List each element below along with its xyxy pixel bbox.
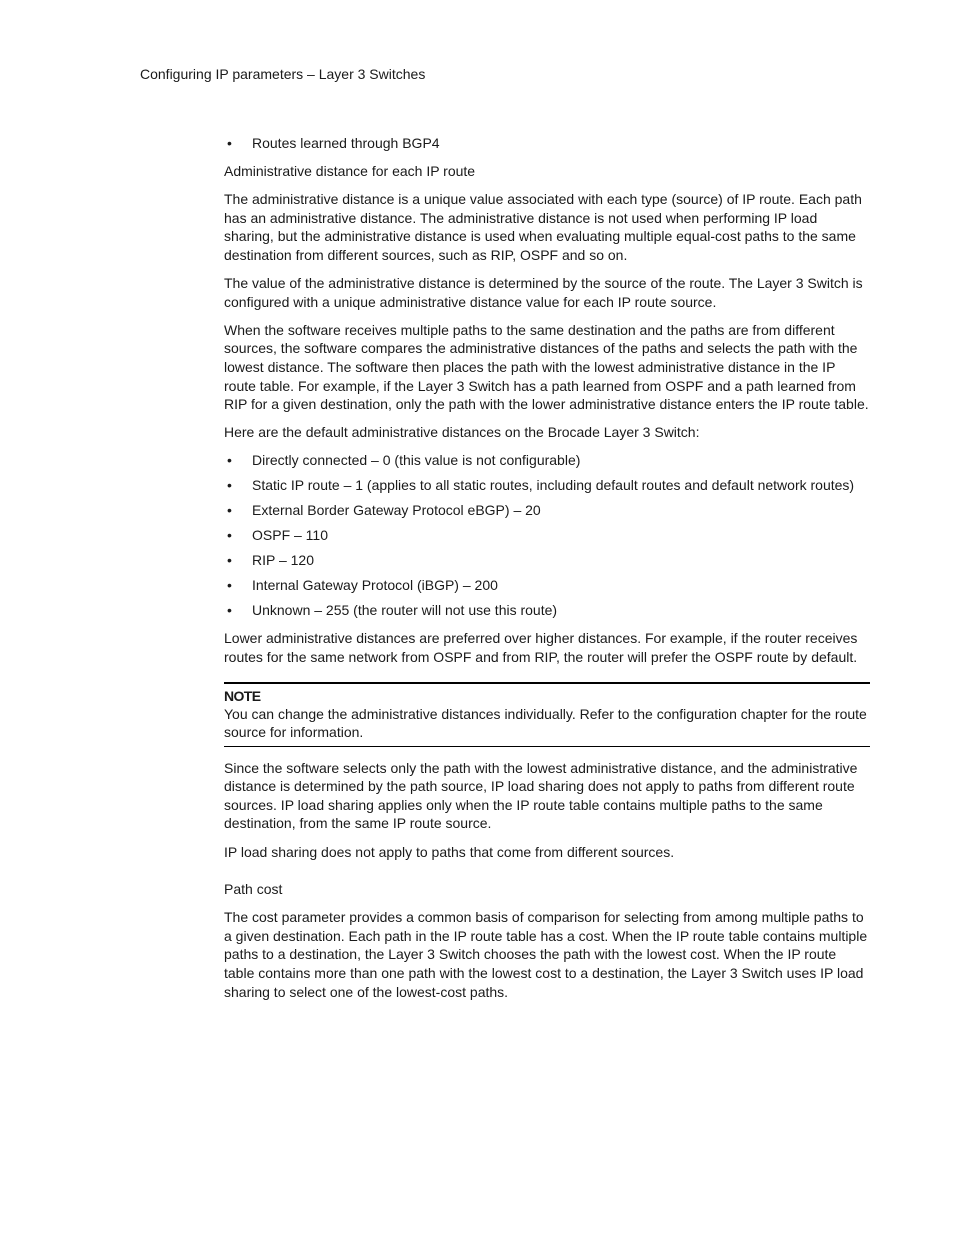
running-header: Configuring IP parameters – Layer 3 Switches [140, 66, 426, 82]
page-body [224, 134, 870, 1011]
bullet-icon: • [227, 502, 232, 519]
paragraph: The value of the administrative distance is determined by the source of the route. The Layer 3 Switch is configured with a unique administrative distance value for each IP route source. [224, 275, 863, 310]
note-title: NOTE [224, 687, 261, 704]
paragraph: When the software receives multiple paths to the same destination and the paths are from different sources, the software compares the administrative distances of the paths and selects the path with the lowest distance. The software then places the path with the lowest administrative distance in the IP route table. For example, if the Layer 3 Switch has a path learned from OSPF and a path learned from RIP for a given destination, only the path with the lower administrative distance enters the IP route table. [224, 321, 869, 413]
section-heading-path-cost: Path cost [224, 881, 283, 898]
paragraph: The cost parameter provides a common basis of comparison for selecting from among multiple paths to a given destination. Each path in the IP route table has a cost. When the IP route table contains multiple paths to a destination, the Layer 3 Switch chooses the path with the lowest cost. When the IP route table contains more than one path with the lowest cost to a destination, the Layer 3 Switch uses IP load sharing to select one of the lowest-cost paths. [224, 909, 868, 1000]
paragraph: The administrative distance is a unique value associated with each type (source) of IP route. Each path has an administrative distance. The administrative distance is not used when performing IP load sharing, but the administrative distance is used when evaluating multiple equal-cost paths to the same destination from different sources, such as RIP, OSPF and so on. [224, 191, 862, 263]
paragraph: IP load sharing does not apply to paths that come from different sources. [224, 843, 675, 860]
list-item [224, 526, 870, 545]
note-box [224, 682, 870, 747]
list-item-text: External Border Gateway Protocol eBGP) – 20 [252, 502, 541, 519]
bullet-icon: • [227, 577, 232, 594]
list-item-text: Routes learned through BGP4 [252, 135, 440, 151]
top-bullet-list [224, 134, 870, 153]
list-item [224, 451, 870, 470]
bullet-icon: • [227, 552, 232, 569]
list-item-text: Internal Gateway Protocol (iBGP) – 200 [252, 577, 498, 594]
list-item-text: Directly connected – 0 (this value is not configurable) [252, 452, 581, 469]
bullet-icon: • [227, 477, 232, 494]
list-item [224, 501, 870, 520]
list-item-text: Unknown – 255 (the router will not use this route) [252, 602, 558, 619]
paragraph: Here are the default administrative distances on the Brocade Layer 3 Switch: [224, 424, 700, 441]
section-heading-admin-distance: Administrative distance for each IP route [224, 163, 476, 180]
list-item [224, 134, 870, 153]
note-text: You can change the administrative distances individually. Refer to the configuration chapter for the route source for information. [224, 705, 867, 741]
paragraph: Since the software selects only the path with the lowest administrative distance, and the administrative distance is determined by the path source, IP load sharing does not apply to paths from different route sources. IP load sharing applies only when the IP route table contains multiple paths to the same destination, from the same IP route source. [224, 759, 858, 832]
list-item [224, 601, 870, 620]
list-item-text: RIP – 120 [252, 552, 315, 569]
list-item-text: OSPF – 110 [252, 527, 329, 544]
list-item-text: Static IP route – 1 (applies to all static routes, including default routes and default network routes) [252, 477, 855, 494]
list-item [224, 551, 870, 570]
list-item [224, 576, 870, 595]
bullet-icon: • [227, 602, 232, 619]
distance-list [224, 451, 870, 620]
paragraph: Lower administrative distances are preferred over higher distances. For example, if the router receives routes for the same network from OSPF and from RIP, the router will prefer the OSPF route by default. [224, 630, 858, 665]
bullet-icon: • [227, 452, 232, 469]
bullet-icon: • [227, 527, 232, 544]
bullet-icon: • [227, 135, 232, 151]
list-item [224, 476, 870, 495]
